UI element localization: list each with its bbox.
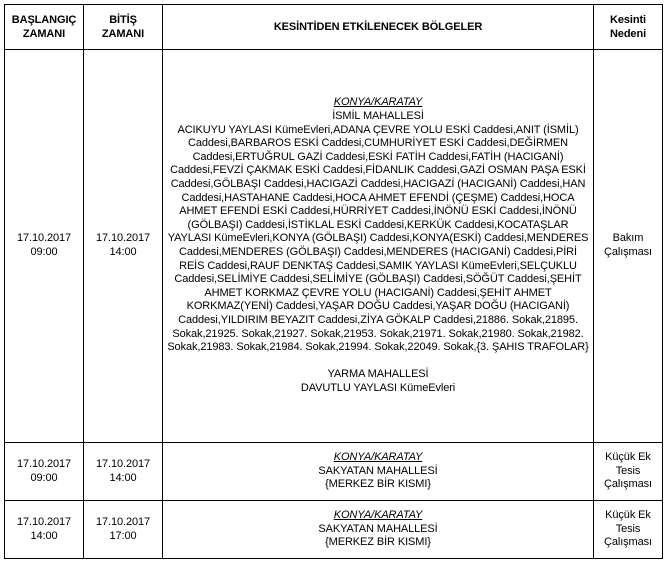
spacer: [165, 355, 591, 369]
province-label: KONYA/KARATAY: [333, 96, 423, 109]
end-time-cell: 17.10.2017 14:00: [84, 443, 163, 501]
province-label: KONYA/KARATAY: [333, 509, 423, 522]
street-list: {MERKEZ BİR KISMI}: [325, 478, 431, 491]
neighborhood-name: İSMİL MAHALLESİ: [332, 110, 424, 123]
start-time-cell: 17.10.2017 14:00: [5, 501, 84, 559]
outage-reason-cell: Küçük Ek Tesis Çalışması: [594, 443, 663, 501]
outage-reason-cell: Bakım Çalışması: [594, 50, 663, 443]
table-row: [5, 501, 663, 559]
start-time-cell: 17.10.2017 09:00: [5, 50, 84, 443]
header-outage-reason: Kesinti Nedeni: [594, 5, 663, 50]
end-time-cell: 17.10.2017 14:00: [84, 50, 163, 443]
province-label: KONYA/KARATAY: [333, 451, 423, 464]
table-row: [5, 50, 663, 443]
header-start-time: BAŞLANGIÇ ZAMANI: [5, 5, 84, 50]
affected-regions-cell: [163, 50, 594, 443]
affected-regions-cell: [163, 501, 594, 559]
header-end-time: BİTİŞ ZAMANI: [84, 5, 163, 50]
table-row: [5, 443, 663, 501]
outage-reason-cell: Küçük Ek Tesis Çalışması: [594, 501, 663, 559]
neighborhood-name: SAKYATAN MAHALLESİ: [318, 522, 438, 535]
power-outage-table: [4, 4, 663, 559]
neighborhood-name: YARMA MAHALLESİ: [327, 368, 429, 381]
neighborhood-name: SAKYATAN MAHALLESİ: [318, 464, 438, 477]
table-header-row: [5, 5, 663, 50]
street-list: DAVUTLU YAYLASI KümeEvleri: [300, 381, 456, 394]
street-list: ACIKUYU YAYLASI KümeEvleri,ADANA ÇEVRE YOLU ESKİ Caddesi,ANIT (İSMİL) Caddesi,BARBAROS ESKİ Caddesi,CUMHURİYET ESKİ Caddesi,DEĞİRMEN Caddesi,ERTUĞRUL GAZİ Caddesi,ESKİ FATİH Caddesi,FATİH (HACIGANİ) Caddesi,FEVZİ ÇAKMAK ESKİ Caddesi,FİDANLIK Caddesi,GAZİ OSMAN PAŞA ESKİ Caddesi,GÖLBAŞI Caddesi,HACIGAZİ Caddesi,HACIGAZİ (HACIGANİ) Caddesi,HAN Caddesi,HASTAHANE Caddesi,HOCA AHMET EFENDİ (ÇEŞME) Caddesi,HOCA AHMET EFENDİ ESKİ Caddesi,HÜRRİYET Caddesi,İNÖNÜ ESKİ Caddesi,İNÖNÜ (GÖLBAŞI) Caddesi,İSTİKLAL ESKİ Caddesi,KERKÜK Caddesi,KOCATAŞLAR YAYLASI KümeEvleri,KONYA (GÖLBAŞI) Caddesi,KONYA(ESKİ) Caddesi,MENDERES Caddesi,MENDERES (GÖLBAŞI) Caddesi,MENDERES (HACIGANİ) Caddesi,PİRİ REİS Caddesi,RAUF DENKTAŞ Caddesi,SAMIK YAYLASI KümeEvleri,SELÇUKLU Caddesi,SELİMİYE Caddesi,SELİMİYE (GÖLBAŞI) Caddesi,SÖĞÜT Caddesi,ŞEHİT AHMET KORKMAZ ÇEVRE YOLU (HACIGANİ) Caddesi,ŞEHİT AHMET KORKMAZ(YENİ) Caddesi,YAŞAR DOĞU Caddesi,YAŞAR DOĞU (HACIGANİ) Caddesi,YILDIRIM BEYAZIT Caddesi,ZİYA GÖKALP Caddesi,21886. Sokak,21895. Sokak,21925. Sokak,21927. Sokak,21953. Sokak,21971. Sokak,21980. Sokak,21982. Sokak,21983. Sokak,21984. Sokak,21994. Sokak,22049. Sokak,{3. ŞAHIS TRAFOLAR}: [167, 123, 589, 354]
street-list: {MERKEZ BİR KISMI}: [325, 536, 431, 549]
end-time-cell: 17.10.2017 17:00: [84, 501, 163, 559]
header-affected-regions: KESİNTİDEN ETKİLENECEK BÖLGELER: [163, 5, 594, 50]
start-time-cell: 17.10.2017 09:00: [5, 443, 84, 501]
affected-regions-cell: [163, 443, 594, 501]
